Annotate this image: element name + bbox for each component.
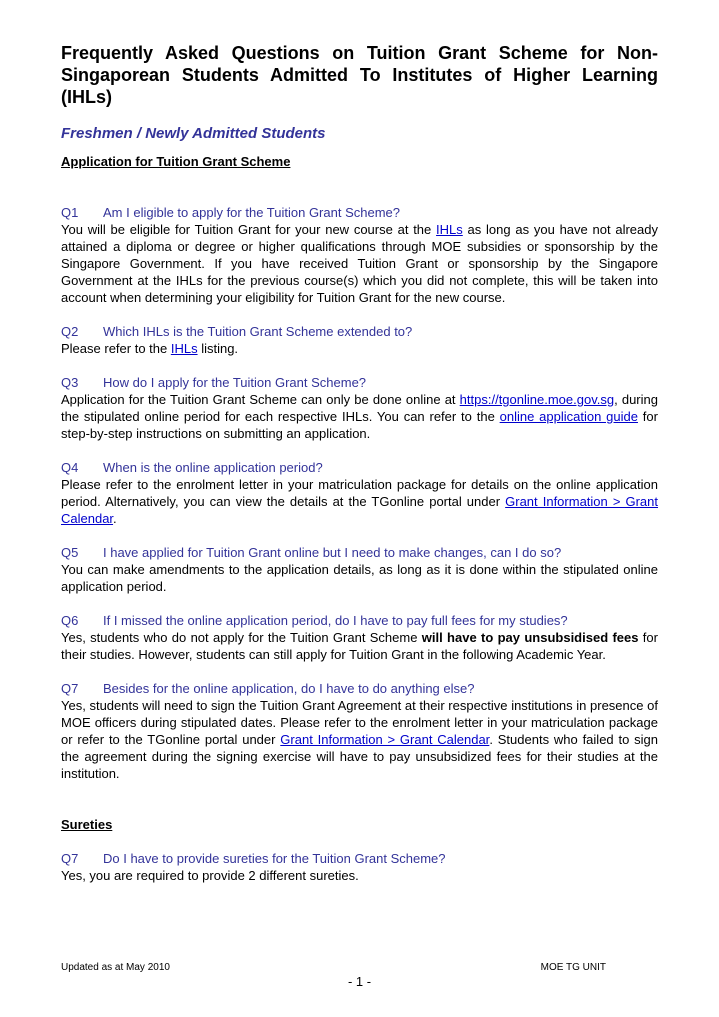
question <box>61 680 658 697</box>
answer-text: , during the stipulated online period for each respective IHLs. You can refer to the <box>61 392 658 424</box>
question-text: Which IHLs is the Tuition Grant Scheme extended to? <box>103 324 413 339</box>
answer: You can make amendments to the application details, as long as it is done within the stipulated online application period. <box>61 562 658 594</box>
question-text: Am I eligible to apply for the Tuition Grant Scheme? <box>103 205 400 220</box>
page-number: - 1 - <box>347 974 372 989</box>
faq-item-q6 <box>61 612 658 663</box>
answer-text: listing. <box>197 341 239 356</box>
answer: Yes, you are required to provide 2 different sureties. <box>61 868 359 883</box>
question-number: Q7 <box>61 681 79 696</box>
question <box>61 374 658 391</box>
emphasis-text: will have to pay unsubsidised fees <box>421 630 639 645</box>
question <box>61 459 658 476</box>
document-body <box>61 42 658 884</box>
faq-item-q3 <box>61 374 658 442</box>
footer-updated-date: Updated as at May 2010 <box>61 962 170 973</box>
question-number: Q5 <box>61 545 79 560</box>
question-text: Do I have to provide sureties for the Tuition Grant Scheme? <box>103 851 446 866</box>
question-number: Q7 <box>61 851 79 866</box>
question-number: Q2 <box>61 324 79 339</box>
answer-text: as long as you have not already attained a diploma or degree or higher qualifications through MOE subsidies or sponsorship by the Singapore Government. If you have received Tuition Grant or sponsorship by the Singapore Government at the IHLs for the previous course(s) which you did not complete, this will be taken into account when determining your eligibility for Tuition Grant for the new course. <box>61 222 658 305</box>
answer-text: Yes, students will need to sign the Tuition Grant Agreement at their respective institutions in presence of MOE officers during stipulated dates. Please refer to the enrolment letter in your matriculation package or refer to the TGonline portal under <box>61 698 658 747</box>
question <box>61 544 658 561</box>
question-number: Q1 <box>61 205 79 220</box>
question-number: Q6 <box>61 613 79 628</box>
grant-calendar-link[interactable]: Grant Information > Grant Calendar <box>280 732 490 747</box>
answer-text: Application for the Tuition Grant Scheme can only be done online at <box>61 392 460 407</box>
faq-item-q4 <box>61 459 658 527</box>
question-text: How do I apply for the Tuition Grant Scheme? <box>103 375 367 390</box>
answer-text: for their studies. However, students can still apply for Tuition Grant in the following Academic Year. <box>61 630 658 662</box>
grant-calendar-link[interactable]: Grant Information > Grant Calendar <box>61 494 659 526</box>
answer-text: for step-by-step instructions on submitting an application. <box>61 409 658 441</box>
answer-text: You will be eligible for Tuition Grant for your new course at the <box>61 222 437 237</box>
question <box>61 204 658 221</box>
answer <box>61 476 658 527</box>
question-number: Q3 <box>61 375 79 390</box>
question-number: Q4 <box>61 460 79 475</box>
answer <box>61 629 658 663</box>
online-application-guide-link[interactable]: online application guide <box>499 409 638 424</box>
question-text: Besides for the online application, do I have to do anything else? <box>103 681 475 696</box>
question-text: If I missed the online application period, do I have to pay full fees for my studies? <box>103 613 568 628</box>
section-title: Freshmen / Newly Admitted Students <box>61 125 326 142</box>
answer-text: Yes, students who do not apply for the Tuition Grant Scheme <box>61 630 422 645</box>
answer-text: . Students who failed to sign the agreement during the signing exercise will have to pay unsubsidized fees for their studies at the institution. <box>61 732 658 781</box>
subheading-application: Application for Tuition Grant Scheme <box>61 154 291 169</box>
question <box>61 850 658 867</box>
answer <box>61 391 658 442</box>
answer-text: Please refer to the enrolment letter in your matriculation package for details on the online application period. Alternatively, you can view the details at the TGonline portal under <box>61 477 658 509</box>
ihls-link[interactable]: IHLs <box>436 222 463 237</box>
document-title: Frequently Asked Questions on Tuition Grant Scheme for Non-Singaporean Students Admitted To Institutes of Higher Learning (IHLs) <box>61 43 658 107</box>
subheading-sureties: Sureties <box>61 817 113 832</box>
question <box>61 612 658 629</box>
answer <box>61 697 658 782</box>
ihls-listing-link[interactable]: IHLs <box>170 341 198 356</box>
question-text: I have applied for Tuition Grant online but I need to make changes, can I do so? <box>103 545 562 560</box>
faq-item-q2 <box>61 323 658 357</box>
tgonline-portal-link[interactable]: https://tgonline.moe.gov.sg <box>459 392 615 407</box>
question <box>61 323 658 340</box>
footer-unit: MOE TG UNIT <box>540 962 606 973</box>
faq-item-q1 <box>61 204 658 306</box>
faq-item-q5 <box>61 544 658 595</box>
answer-text: Please refer to the <box>61 341 171 356</box>
answer <box>61 221 658 306</box>
question-text: When is the online application period? <box>103 460 323 475</box>
answer <box>61 340 658 357</box>
faq-item-sureties <box>61 850 658 884</box>
answer-text: . <box>113 511 117 526</box>
faq-item-q7 <box>61 680 658 782</box>
